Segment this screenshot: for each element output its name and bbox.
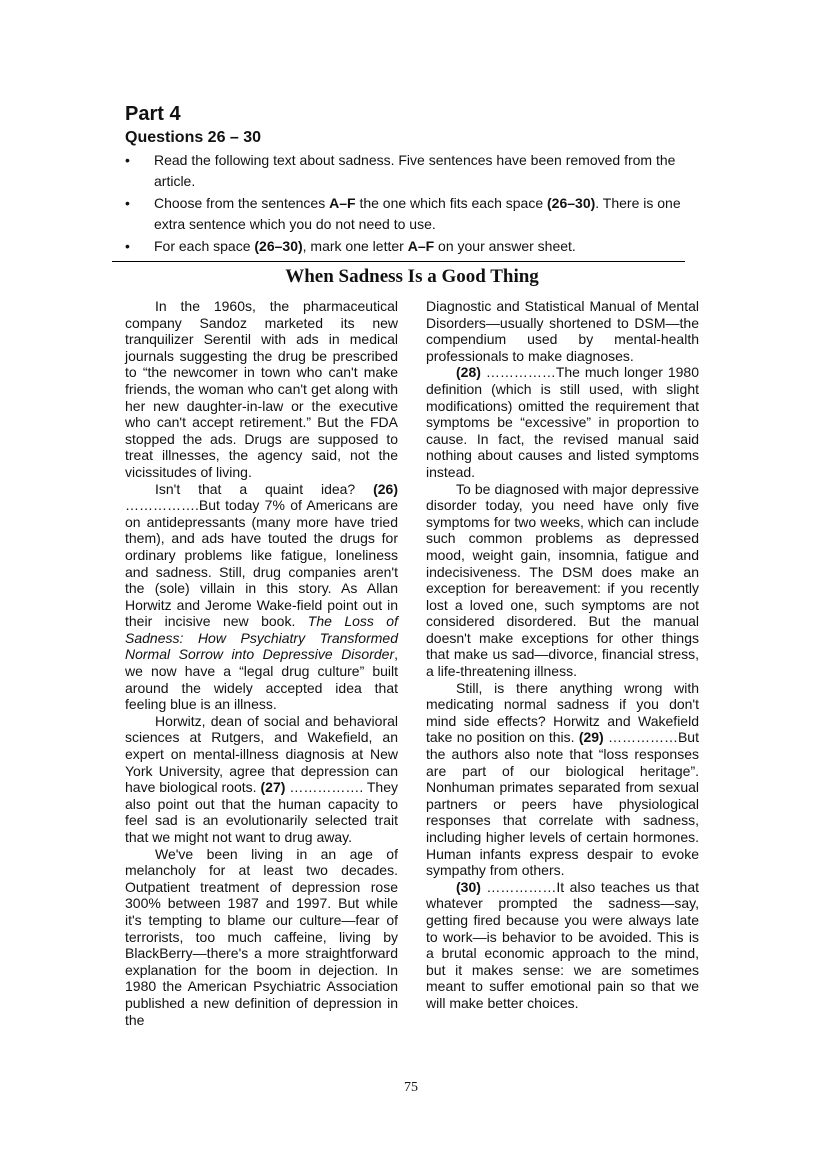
- bullet-icon: •: [125, 195, 130, 211]
- instructions-list: [125, 150, 715, 258]
- instruction-item: [125, 150, 715, 192]
- article-paragraph: We've been living in an age of melancholy for at least two decades. Outpatient treatment of depression rose 300% between 1987 and 1997. But while it's tempting to blame our culture—fear of terrorists, too much caffeine, living by BlackBerry—there's a more straightforward explanation for the boom in dejection. In 1980 the American Psychiatric Association published a new definition of depression in the: [125, 845, 398, 1028]
- book-title: The Loss of Sadness: How Psychiatry Transformed Normal Sorrow into Depressive Disorder: [125, 613, 398, 663]
- paragraph-text: Isn't that a quaint idea?: [155, 480, 374, 497]
- instruction-emphasis: A–F: [407, 238, 435, 254]
- instruction-text: , mark one letter: [302, 238, 408, 254]
- paragraph-text: ……………It also teaches us that whatever prompted the sadness—say, getting fired because you were always late to work—is behavior to be avoided. This is a brutal economic approach to the mind, but it makes sense: we are sometimes meant to suffer emotional pain so that we will make better choices.: [426, 878, 699, 1011]
- article-title: When Sadness Is a Good Thing: [285, 266, 539, 287]
- instruction-text: the one which fits each space: [355, 195, 548, 211]
- part-heading: Part 4: [125, 103, 181, 125]
- article-paragraph-continued: Diagnostic and Statistical Manual of Mental Disorders—usually shortened to DSM—the compendium used by mental-health professionals to make diagnoses.: [426, 298, 699, 364]
- paragraph-text: ……………But the authors also note that “loss responses are part of our biological heritage”. Nonhuman primates separated from sexual partners or peers have physiological responses that correlate with sadness, including higher levels of certain hormones. Human infants express despair to evoke sympathy from others.: [426, 729, 699, 879]
- instruction-text: Read the following text about sadness. Five sentences have been removed from the article.: [154, 152, 676, 189]
- gap-number: (29): [578, 729, 604, 746]
- paragraph-text: …………….But today 7% of Americans are on antidepressants (many more have tried them), and ads have touted the drugs for ordinary problems like fatigue, loneliness and sadness. Still, drug companies aren't the (sole) villain in this story. As Allan Horwitz and Jerome Wake-field point out in their incisive new book.: [125, 497, 398, 630]
- article-paragraph: [426, 364, 699, 480]
- gap-number: (30): [456, 878, 481, 895]
- instruction-emphasis: (26–30): [547, 195, 596, 211]
- article-paragraph: [426, 680, 699, 879]
- instruction-text: For each space: [154, 238, 255, 254]
- paragraph-text: Still, is there anything wrong with medicating normal sadness if you don't mind side effects? Horwitz and Wakefield take no position on this.: [426, 679, 699, 746]
- instruction-text: . There is one extra sentence which you do not need to use.: [154, 195, 681, 232]
- paragraph-text: ……………The much longer 1980 definition (which is still used, with slight modifications) omitted the requirement that symptoms be “excessive” in proportion to cause. In fact, the revised manual said nothing about causes and listed symptoms instead.: [426, 364, 699, 480]
- instruction-item: [125, 236, 715, 257]
- article-column-left: [125, 298, 398, 1028]
- divider: [112, 261, 685, 262]
- gap-number: (28): [456, 364, 481, 381]
- instruction-emphasis: A–F: [329, 195, 356, 211]
- article-paragraph: [125, 481, 398, 713]
- article-paragraph: In the 1960s, the pharmaceutical company Sandoz marketed its new tranquilizer Serentil with ads in medical journals suggesting the drug be prescribed to “the newcomer in town who can't make friends, the woman who can't get along with her new daughter-in-law or the executive who can't accept retirement.” But the FDA stopped the ads. Drugs are supposed to treat illnesses, the agency said, not the vicissitudes of living.: [125, 298, 398, 480]
- page-number: 75: [404, 1080, 418, 1095]
- gap-number: (27): [260, 779, 286, 796]
- article-paragraph: [426, 879, 699, 1012]
- instruction-text: on your answer sheet.: [434, 238, 576, 254]
- questions-heading: Questions 26 – 30: [125, 129, 262, 146]
- paragraph-text: , we now have a “legal drug culture” built around the widely accepted idea that feeling blue is an illness.: [125, 646, 398, 713]
- article-paragraph: To be diagnosed with major depressive disorder today, you need have only five symptoms for two weeks, which can include such common problems as depressed mood, weight gain, insomnia, fatigue and indecisiveness. The DSM does make an exception for bereavement: if you recently lost a loved one, such symptoms are not considered disordered. But the manual doesn't make exceptions for other things that make us sad—divorce, financial stress, a life-threatening illness.: [426, 480, 699, 680]
- instruction-text: Choose from the sentences: [154, 195, 330, 211]
- bullet-icon: •: [125, 152, 130, 168]
- bullet-icon: •: [125, 238, 130, 254]
- instruction-emphasis: (26–30): [254, 238, 303, 254]
- article-column-right: [426, 298, 699, 1012]
- gap-number: (26): [373, 480, 398, 497]
- paragraph-text: Horwitz, dean of social and behavioral sciences at Rutgers, and Wakefield, an expert on mental-illness diagnosis at New York University, agree that depression can have biological roots.: [125, 712, 398, 796]
- instruction-item: [125, 193, 715, 235]
- article-paragraph: [125, 713, 398, 846]
- paragraph-text: ……………. They also point out that the human capacity to feel sad is an evolutionarily selected trait that we might not want to drug away.: [125, 779, 398, 845]
